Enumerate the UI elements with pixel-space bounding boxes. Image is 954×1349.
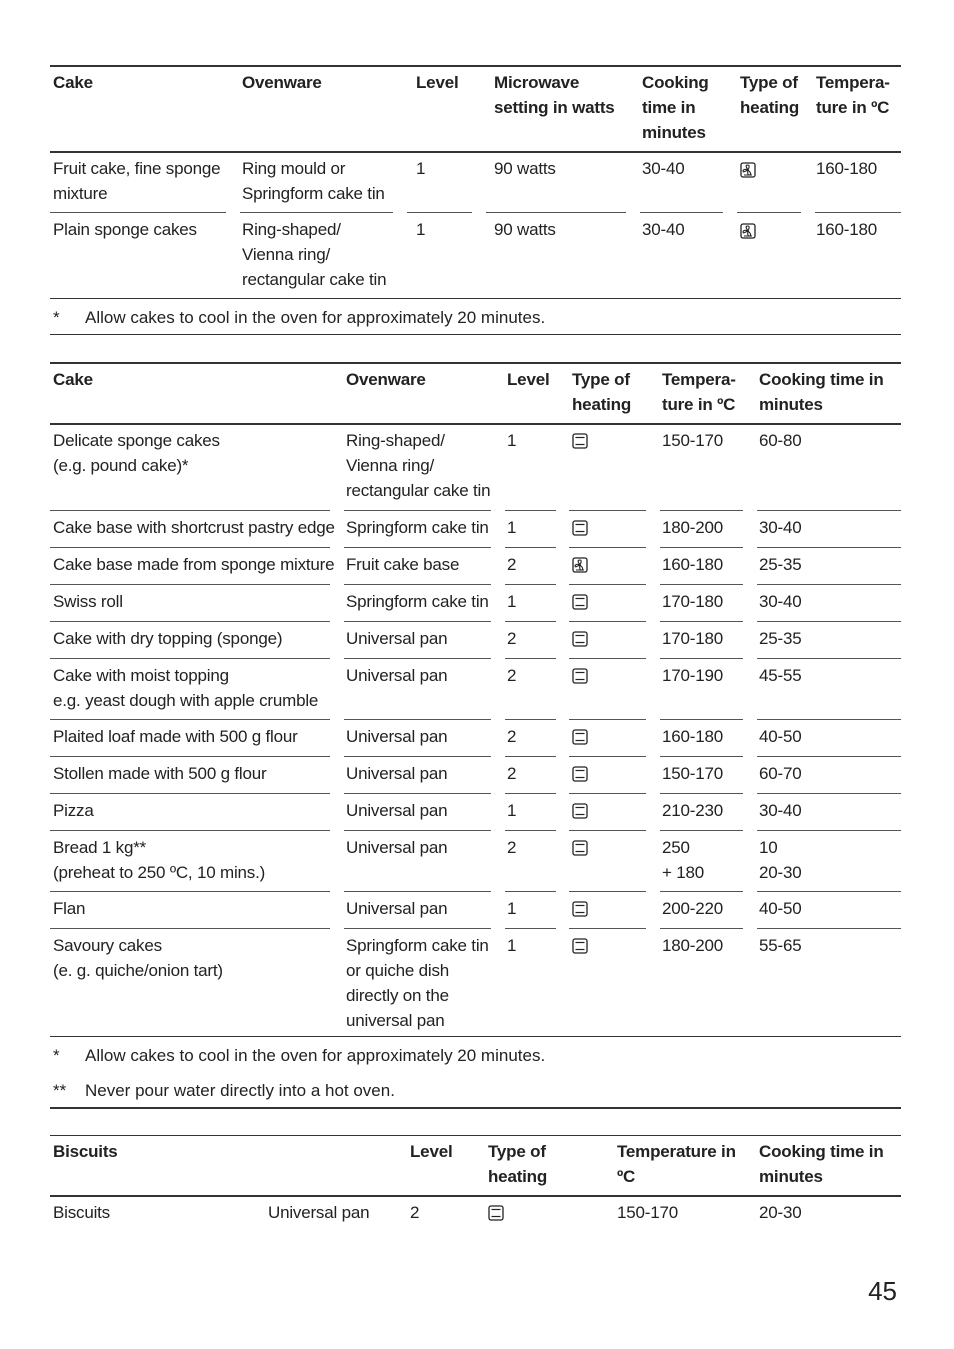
row-divider	[505, 584, 556, 585]
table3-header: Cooking time in minutes	[759, 1142, 884, 1186]
table2-cell: Stollen made with 500 g flour	[53, 764, 267, 783]
row-divider	[344, 928, 491, 929]
table2-cell: 60-70	[759, 764, 802, 783]
table1-cell: 90 watts	[494, 159, 556, 178]
footnote-mark: *	[53, 308, 60, 327]
table1-header: Cooking time in minutes	[642, 73, 709, 142]
row-divider	[50, 756, 330, 757]
table2-cell: 1	[507, 899, 517, 918]
table1-header: Level	[416, 73, 459, 92]
row-divider	[569, 510, 646, 511]
row-divider	[815, 212, 901, 213]
table2-cell: Universal pan	[346, 727, 448, 746]
footnote-mark: **	[53, 1081, 67, 1100]
table2-cell: Universal pan	[346, 899, 448, 918]
fan-icon	[740, 162, 756, 178]
table2-cell: 160-180	[662, 727, 723, 746]
table2-cell: 30-40	[759, 801, 802, 820]
row-divider	[505, 621, 556, 622]
table2-cell: 170-180	[662, 592, 723, 611]
table2-cell: 170-180	[662, 629, 723, 648]
table2-cell: 2	[507, 666, 517, 685]
row-divider	[505, 928, 556, 929]
row-divider	[660, 793, 743, 794]
row-divider	[757, 793, 901, 794]
top-bottom-heat-icon	[572, 520, 588, 536]
row-divider	[344, 793, 491, 794]
table2-cell: 2	[507, 764, 517, 783]
table2-cell: 1	[507, 936, 517, 955]
table3-header: Type of heating	[488, 1142, 548, 1186]
top-bottom-heat-icon	[572, 803, 588, 819]
table1-cell: 90 watts	[494, 220, 556, 239]
top-bottom-heat-icon	[572, 938, 588, 954]
table2-cell: 150-170	[662, 764, 723, 783]
divider	[50, 1135, 901, 1136]
table2-cell: Universal pan	[346, 838, 448, 857]
row-divider	[50, 928, 330, 929]
table2-cell: Springform cake tin or quiche dish directly on the universal pan	[346, 936, 489, 1030]
page-number: 45	[868, 1276, 897, 1306]
table2-cell: Fruit cake base	[346, 555, 460, 574]
table2-cell: 180-200	[662, 518, 723, 537]
table3-cell: Universal pan	[268, 1203, 370, 1222]
table1-cell: 160-180	[816, 159, 877, 178]
row-divider	[569, 756, 646, 757]
table3-header: Level	[410, 1142, 453, 1161]
row-divider	[505, 756, 556, 757]
row-divider	[344, 547, 491, 548]
table2-cell: Springform cake tin	[346, 518, 489, 537]
table2-header: Cooking time in minutes	[759, 370, 884, 414]
row-divider	[569, 719, 646, 720]
row-divider	[505, 830, 556, 831]
table2-cell: Plaited loaf made with 500 g flour	[53, 727, 298, 746]
row-divider	[569, 793, 646, 794]
footnote-mark: *	[53, 1046, 60, 1065]
row-divider	[757, 510, 901, 511]
divider	[50, 65, 901, 67]
row-divider	[486, 212, 626, 213]
table2-cell: 160-180	[662, 555, 723, 574]
footnote-text: Allow cakes to cool in the oven for approximately 20 minutes.	[85, 1046, 546, 1065]
row-divider	[660, 658, 743, 659]
table1-cell: Ring-shaped/ Vienna ring/ rectangular cake tin	[242, 220, 387, 289]
row-divider	[757, 830, 901, 831]
table3-cell: 2	[410, 1203, 420, 1222]
row-divider	[757, 719, 901, 720]
row-divider	[569, 584, 646, 585]
footnote-text: Never pour water directly into a hot oven.	[85, 1081, 395, 1100]
table2-header: Cake	[53, 370, 93, 389]
table2-cell: Universal pan	[346, 801, 448, 820]
row-divider	[569, 658, 646, 659]
row-divider	[344, 510, 491, 511]
row-divider	[50, 510, 330, 511]
row-divider	[737, 212, 801, 213]
divider	[50, 1195, 901, 1197]
divider	[50, 1107, 901, 1109]
top-bottom-heat-icon	[488, 1205, 504, 1221]
divider	[50, 298, 901, 299]
row-divider	[569, 928, 646, 929]
table3-header: Temperature in ºC	[617, 1142, 736, 1186]
row-divider	[660, 891, 743, 892]
divider	[50, 362, 901, 364]
table2-cell: 2	[507, 838, 517, 857]
row-divider	[660, 719, 743, 720]
row-divider	[569, 547, 646, 548]
table2-cell: 250 + 180	[662, 838, 705, 882]
table2-cell: 1	[507, 518, 517, 537]
table3-cell: 150-170	[617, 1203, 678, 1222]
row-divider	[660, 510, 743, 511]
table2-cell: Savoury cakes (e. g. quiche/onion tart)	[53, 936, 223, 980]
row-divider	[505, 891, 556, 892]
row-divider	[660, 830, 743, 831]
table2-cell: Cake with dry topping (sponge)	[53, 629, 283, 648]
table3-header: Biscuits	[53, 1142, 118, 1161]
top-bottom-heat-icon	[572, 729, 588, 745]
table1-cell: 30-40	[642, 159, 685, 178]
top-bottom-heat-icon	[572, 766, 588, 782]
row-divider	[344, 658, 491, 659]
table2-cell: 55-65	[759, 936, 802, 955]
row-divider	[757, 891, 901, 892]
row-divider	[344, 719, 491, 720]
table2-cell: 200-220	[662, 899, 723, 918]
table1-cell: Plain sponge cakes	[53, 220, 197, 239]
table1-cell: 1	[416, 159, 426, 178]
table2-cell: Ring-shaped/ Vienna ring/ rectangular cake tin	[346, 431, 491, 500]
table2-cell: Swiss roll	[53, 592, 123, 611]
top-bottom-heat-icon	[572, 433, 588, 449]
row-divider	[50, 547, 330, 548]
table2-cell: 25-35	[759, 629, 802, 648]
row-divider	[757, 928, 901, 929]
row-divider	[640, 212, 723, 213]
row-divider	[757, 756, 901, 757]
row-divider	[344, 621, 491, 622]
divider	[50, 423, 901, 425]
table2-cell: 1	[507, 801, 517, 820]
row-divider	[50, 830, 330, 831]
divider	[50, 151, 901, 153]
table1-cell: Ring mould or Springform cake tin	[242, 159, 385, 203]
row-divider	[505, 719, 556, 720]
table2-cell: 45-55	[759, 666, 802, 685]
table2-cell: 210-230	[662, 801, 723, 820]
table2-cell: 2	[507, 727, 517, 746]
row-divider	[757, 621, 901, 622]
table1-header: Cake	[53, 73, 93, 92]
table2-cell: 10 20-30	[759, 838, 802, 882]
table2-header: Type of heating	[572, 370, 632, 414]
table2-cell: 170-190	[662, 666, 723, 685]
footnote-text: Allow cakes to cool in the oven for approximately 20 minutes.	[85, 308, 546, 327]
top-bottom-heat-icon	[572, 631, 588, 647]
table2-cell: Flan	[53, 899, 86, 918]
row-divider	[407, 212, 472, 213]
row-divider	[505, 510, 556, 511]
top-bottom-heat-icon	[572, 594, 588, 610]
row-divider	[344, 756, 491, 757]
row-divider	[660, 584, 743, 585]
row-divider	[344, 891, 491, 892]
table2-cell: Bread 1 kg** (preheat to 250 ºC, 10 mins.)	[53, 838, 266, 882]
table2-cell: Springform cake tin	[346, 592, 489, 611]
table2-cell: Cake base made from sponge mixture	[53, 555, 335, 574]
row-divider	[569, 891, 646, 892]
row-divider	[660, 547, 743, 548]
table2-cell: Cake with moist topping e.g. yeast dough with apple crumble	[53, 666, 319, 710]
row-divider	[50, 212, 226, 213]
table1-header: Type of heating	[740, 73, 800, 117]
table2-cell: 2	[507, 629, 517, 648]
table1-header: Tempera- ture in ºC	[816, 73, 890, 117]
table2-cell: Cake base with shortcrust pastry edge	[53, 518, 335, 537]
row-divider	[50, 793, 330, 794]
row-divider	[50, 719, 330, 720]
table1-cell: 30-40	[642, 220, 685, 239]
row-divider	[505, 793, 556, 794]
divider	[50, 334, 901, 335]
table2-cell: Universal pan	[346, 629, 448, 648]
table2-cell: Universal pan	[346, 666, 448, 685]
table1-cell: 1	[416, 220, 426, 239]
table3-cell: 20-30	[759, 1203, 802, 1222]
row-divider	[50, 658, 330, 659]
fan-icon	[740, 223, 756, 239]
table2-cell: 180-200	[662, 936, 723, 955]
table2-cell: 150-170	[662, 431, 723, 450]
table1-cell: 160-180	[816, 220, 877, 239]
row-divider	[50, 584, 330, 585]
row-divider	[660, 756, 743, 757]
row-divider	[569, 621, 646, 622]
table2-cell: 40-50	[759, 899, 802, 918]
table2-cell: Delicate sponge cakes (e.g. pound cake)*	[53, 431, 220, 475]
row-divider	[50, 621, 330, 622]
row-divider	[505, 547, 556, 548]
row-divider	[757, 547, 901, 548]
table2-header: Ovenware	[346, 370, 426, 389]
table2-cell: 60-80	[759, 431, 802, 450]
table2-cell: 2	[507, 555, 517, 574]
table2-cell: 1	[507, 592, 517, 611]
table1-cell: Fruit cake, fine sponge mixture	[53, 159, 221, 203]
row-divider	[660, 928, 743, 929]
row-divider	[50, 891, 330, 892]
table2-header: Level	[507, 370, 550, 389]
top-bottom-heat-icon	[572, 901, 588, 917]
row-divider	[757, 584, 901, 585]
top-bottom-heat-icon	[572, 840, 588, 856]
table1-header: Ovenware	[242, 73, 322, 92]
row-divider	[505, 658, 556, 659]
table1-header: Microwave setting in watts	[494, 73, 615, 117]
table2-cell: 30-40	[759, 592, 802, 611]
table2-cell: 25-35	[759, 555, 802, 574]
row-divider	[757, 658, 901, 659]
table2-cell: Universal pan	[346, 764, 448, 783]
row-divider	[569, 830, 646, 831]
table3-cell: Biscuits	[53, 1203, 110, 1222]
top-bottom-heat-icon	[572, 668, 588, 684]
row-divider	[240, 212, 393, 213]
divider	[50, 1036, 901, 1037]
table2-cell: Pizza	[53, 801, 94, 820]
row-divider	[344, 830, 491, 831]
table2-header: Tempera- ture in ºC	[662, 370, 736, 414]
table2-cell: 40-50	[759, 727, 802, 746]
table2-cell: 1	[507, 431, 517, 450]
row-divider	[660, 621, 743, 622]
row-divider	[344, 584, 491, 585]
fan-icon	[572, 557, 588, 573]
table2-cell: 30-40	[759, 518, 802, 537]
